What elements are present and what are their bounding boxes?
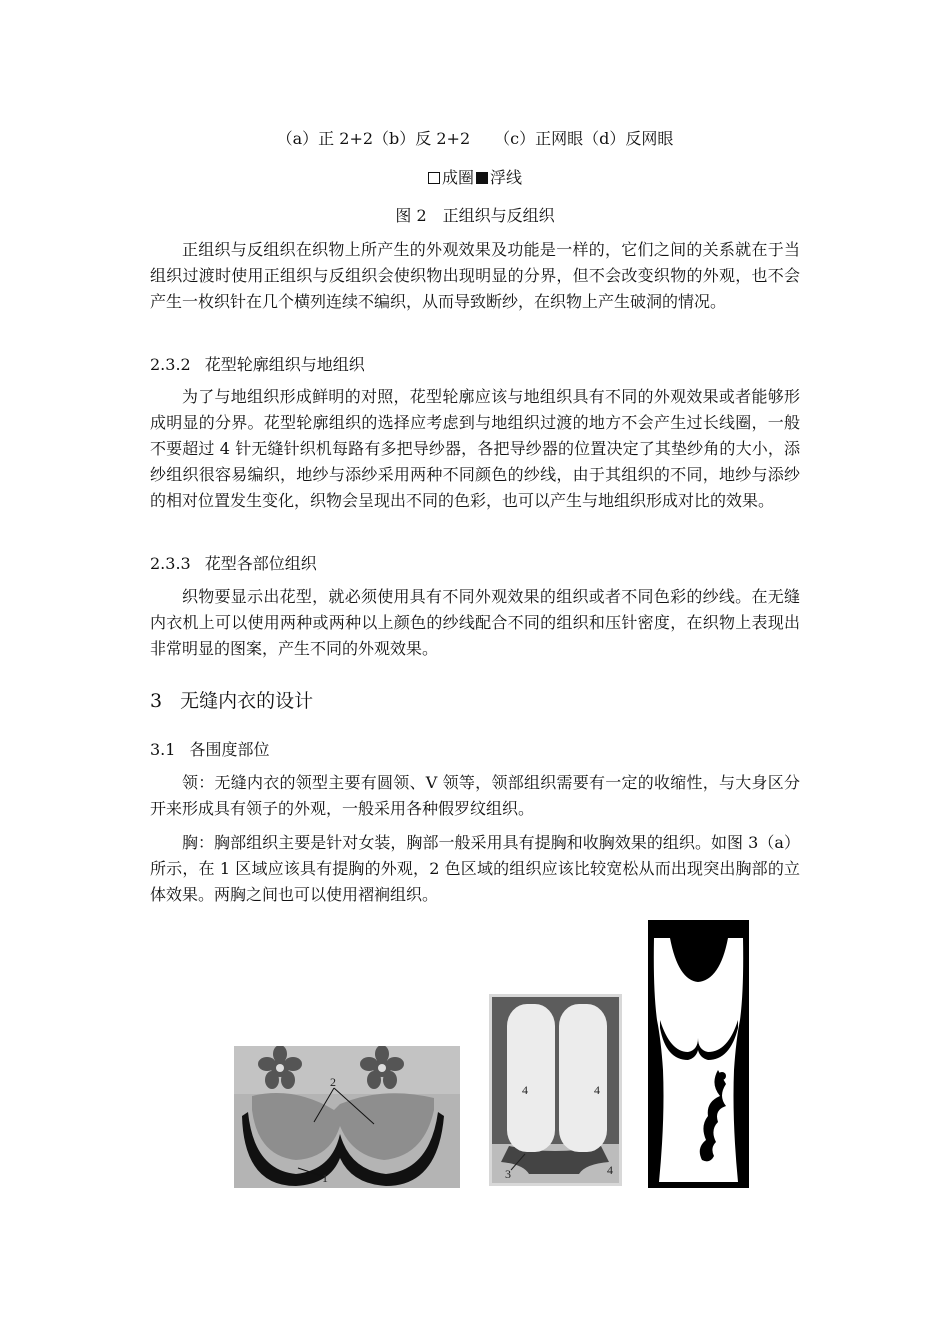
section-number: 2.3.2 <box>150 355 191 374</box>
paragraph-1: 正组织与反组织在织物上所产生的外观效果及功能是一样的，它们之间的关系就在于当组织过渡时使用正组织与反组织会使织物出现明显的分界，但不会改变织物的外观，也不会产生一枚织针在几个横列连续不编织，从而导致断纱，在织物上产生破洞的情况。 <box>150 240 800 311</box>
open-square-icon <box>428 172 440 184</box>
section-3-heading <box>150 686 313 713</box>
section-number: 3 <box>150 690 163 712</box>
figure3a-label-1: 1 <box>322 1171 328 1185</box>
paragraph-4: 领：无缝内衣的领型主要有圆领、V 领等，领部组织需要有一定的收缩性，与大身区分开来形成具有领子的外观，一般采用各种假罗纹组织。 <box>150 773 800 818</box>
cup-right <box>559 1004 607 1152</box>
section-title: 各围度部位 <box>189 740 270 759</box>
paragraph-2: 为了与地组织形成鲜明的对照，花型轮廓应该与地组织具有不同的外观效果或者能够形成明显的分界。花型轮廓组织的选择应考虑到与地组织过渡的地方不会产生过长线圈，一般不要超过 4 针无缝针织机每路有多把导纱器，各把导纱器的位置决定了其垫纱角的大小，添纱组织很容易编织，地纱与添纱采用两种不同颜色的纱线，由于其组织的不同，地纱与添纱的相对位置发生变化，织物会呈现出不同的色彩，也可以产生与地组织形成对比的效果。 <box>150 387 800 510</box>
section-title: 花型各部位组织 <box>204 554 317 573</box>
legend-loop-label: 成圈 <box>441 168 474 187</box>
legend-float-label: 浮线 <box>490 168 523 187</box>
figure3c-garment-diagram <box>648 920 749 1188</box>
figure2-legend <box>0 165 950 188</box>
figure3b-label-4-left: 4 <box>522 1083 528 1097</box>
section-number: 2.3.3 <box>150 554 191 573</box>
figure3a-label-2: 2 <box>330 1075 336 1089</box>
paragraph-3: 织物要显示出花型，就必须使用具有不同外观效果的组织或者不同色彩的纱线。在无缝内衣机上可以使用两种或两种以上颜色的纱线配合不同的组织和压针密度，在织物上表现出非常明显的图案，产生不同的外观效果。 <box>150 587 800 658</box>
figure3b-cup-diagram <box>489 994 622 1186</box>
figure3a-chest-diagram <box>234 1046 460 1188</box>
section-2-3-2-heading <box>150 352 365 375</box>
paragraph-5: 胸：胸部组织主要是针对女装，胸部一般采用具有提胸和收胸效果的组织。如图 3（a）所示，在 1 区域应该具有提胸的外观，2 色区域的组织应该比较宽松从而出现突出胸部的立体效果。两胸之间也可以使用褶裥组织。 <box>150 833 800 904</box>
cup-left <box>507 1004 555 1152</box>
figure3b-label-3: 3 <box>505 1167 511 1181</box>
filled-square-icon <box>476 172 488 184</box>
section-title: 无缝内衣的设计 <box>180 690 314 712</box>
section-2-3-3-heading <box>150 551 317 574</box>
figure3b-label-4-bottom: 4 <box>607 1163 613 1177</box>
figure2-title: 图 2 正组织与反组织 <box>395 206 555 225</box>
section-3-1-heading <box>150 737 269 760</box>
section-number: 3.1 <box>150 740 176 759</box>
section-title: 花型轮廓组织与地组织 <box>204 355 365 374</box>
figure3b-label-4-right: 4 <box>594 1083 600 1097</box>
figure2-subfigure-labels: （a）正 2+2（b）反 2+2 （c）正网眼（d）反网眼 <box>276 129 674 148</box>
